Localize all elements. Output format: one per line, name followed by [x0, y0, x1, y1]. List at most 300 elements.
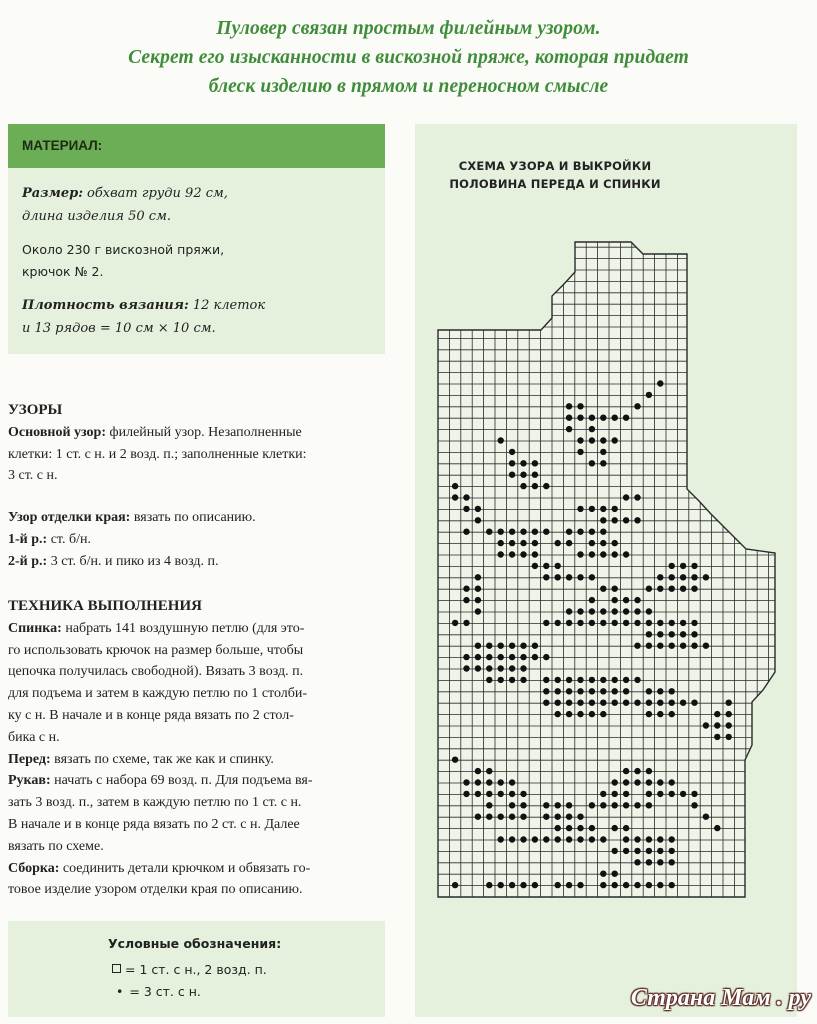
- front-text: вязать по схеме, так же как и спинку.: [54, 751, 274, 767]
- filled-cell-dot: [634, 836, 640, 842]
- sleeve-line-3: В начале и в конце ряда вязать по 2 ст. с н. Далее: [8, 816, 300, 832]
- filled-cell-dot: [498, 654, 504, 660]
- chart-title-1: СХЕМА УЗОРА И ВЫКРОЙКИ: [458, 159, 652, 173]
- filled-cell-dot: [475, 586, 481, 592]
- filled-cell-dot: [486, 768, 492, 774]
- filled-cell-dot: [691, 620, 697, 626]
- filled-cell-dot: [612, 882, 618, 888]
- filled-cell-dot: [612, 700, 618, 706]
- filled-cell-dot: [680, 574, 686, 580]
- filled-cell-dot: [452, 494, 458, 500]
- row1-label: 1-й р.:: [8, 531, 48, 547]
- filled-cell-dot: [623, 415, 629, 421]
- filled-cell-dot: [612, 551, 618, 557]
- filled-cell-dot: [555, 700, 561, 706]
- filled-cell-dot: [634, 494, 640, 500]
- filled-cell-dot: [532, 643, 538, 649]
- filled-cell-dot: [543, 620, 549, 626]
- filled-cell-dot: [486, 665, 492, 671]
- filled-cell-dot: [657, 836, 663, 842]
- filled-cell-dot: [509, 836, 515, 842]
- filled-cell-dot: [543, 814, 549, 820]
- heading-line-1: Пуловер связан простым филейным узором.: [216, 18, 601, 39]
- filled-cell-dot: [646, 768, 652, 774]
- filled-cell-dot: [475, 768, 481, 774]
- filled-cell-dot: [634, 802, 640, 808]
- filled-cell-dot: [543, 802, 549, 808]
- filled-cell-dot: [520, 814, 526, 820]
- filled-cell-dot: [600, 460, 606, 466]
- filled-cell-dot: [486, 529, 492, 535]
- filled-cell-dot: [520, 483, 526, 489]
- filled-cell-dot: [646, 802, 652, 808]
- filled-cell-dot: [589, 608, 595, 614]
- filled-cell-dot: [589, 460, 595, 466]
- legend-filled-text: = 3 ст. с н.: [129, 984, 201, 999]
- filled-cell-dot: [623, 700, 629, 706]
- heading-line-2: Секрет его изысканности в вискозной пряже, которая придает: [128, 47, 689, 68]
- back-line-3: цепочка получилась свободной). Вязать 3 возд. п.: [8, 664, 304, 680]
- filled-cell-dot: [509, 677, 515, 683]
- back-line-5: ку с н. В начале и в конце ряда вязать по 2 стол-: [8, 707, 294, 723]
- filled-cell-dot: [589, 506, 595, 512]
- filled-cell-dot: [520, 540, 526, 546]
- filled-cell-dot: [623, 791, 629, 797]
- filled-cell-dot: [532, 540, 538, 546]
- filled-cell-dot: [600, 586, 606, 592]
- filled-cell-dot: [600, 608, 606, 614]
- filled-cell-dot: [612, 848, 618, 854]
- filled-cell-dot: [498, 836, 504, 842]
- filled-cell-dot: [623, 825, 629, 831]
- filled-cell-dot: [589, 574, 595, 580]
- filled-cell-dot: [577, 882, 583, 888]
- filled-cell-dot: [657, 848, 663, 854]
- filled-cell-dot: [463, 506, 469, 512]
- filled-cell-dot: [486, 802, 492, 808]
- filled-cell-dot: [623, 551, 629, 557]
- main-pattern-line-3: 3 ст. с н.: [8, 468, 58, 484]
- filled-cell-dot: [532, 882, 538, 888]
- filled-cell-dot: [475, 517, 481, 523]
- filled-cell-dot: [509, 540, 515, 546]
- filled-cell-dot: [566, 825, 572, 831]
- filled-cell-dot: [555, 802, 561, 808]
- filled-cell-dot: [634, 859, 640, 865]
- filled-cell-dot: [452, 757, 458, 763]
- filled-cell-dot: [555, 711, 561, 717]
- filled-cell-dot: [577, 620, 583, 626]
- filled-cell-dot: [532, 551, 538, 557]
- filled-cell-dot: [520, 665, 526, 671]
- chart-title-2: ПОЛОВИНА ПЕРЕДА И СПИНКИ: [449, 177, 661, 191]
- filled-cell-dot: [520, 802, 526, 808]
- filled-cell-dot: [498, 529, 504, 535]
- front-label: Перед:: [8, 751, 51, 767]
- filled-cell-dot: [543, 700, 549, 706]
- main-pattern-label: Основной узор:: [8, 424, 107, 440]
- main-pattern-line-2: клетки: 1 ст. с н. и 2 возд. п.; заполненные клетки:: [8, 446, 307, 462]
- filled-cell-dot: [566, 608, 572, 614]
- patterns-title: УЗОРЫ: [8, 402, 63, 418]
- filled-cell-dot: [452, 620, 458, 626]
- filled-cell-dot: [589, 597, 595, 603]
- filled-cell-dot: [646, 688, 652, 694]
- filled-cell-dot: [486, 791, 492, 797]
- filled-cell-dot: [600, 688, 606, 694]
- filled-cell-dot: [589, 825, 595, 831]
- filled-cell-dot: [577, 506, 583, 512]
- filled-cell-dot: [577, 700, 583, 706]
- filled-cell-dot: [577, 677, 583, 683]
- filled-cell-dot: [543, 677, 549, 683]
- filled-cell-dot: [566, 814, 572, 820]
- filled-cell-dot: [532, 472, 538, 478]
- filled-cell-dot: [691, 700, 697, 706]
- filled-cell-dot: [680, 643, 686, 649]
- filled-cell-dot: [509, 814, 515, 820]
- filled-cell-dot: [532, 654, 538, 660]
- filled-cell-dot: [612, 620, 618, 626]
- filled-cell-dot: [646, 882, 652, 888]
- filled-cell-dot: [543, 529, 549, 535]
- filled-cell-dot: [463, 779, 469, 785]
- filled-cell-dot: [612, 517, 618, 523]
- filled-cell-dot: [589, 529, 595, 535]
- filled-cell-dot: [589, 802, 595, 808]
- sleeve-label: Рукав:: [8, 773, 51, 789]
- filled-cell-dot: [600, 802, 606, 808]
- filled-cell-dot: [669, 711, 675, 717]
- filled-cell-dot: [646, 791, 652, 797]
- filled-cell-dot: [509, 643, 515, 649]
- filled-cell-dot: [577, 608, 583, 614]
- filled-cell-dot: [509, 654, 515, 660]
- filled-cell-dot: [589, 551, 595, 557]
- filled-cell-dot: [509, 460, 515, 466]
- filled-cell-dot: [680, 791, 686, 797]
- filled-cell-dot: [555, 574, 561, 580]
- filled-cell-dot: [612, 802, 618, 808]
- filled-cell-dot: [566, 677, 572, 683]
- filled-cell-dot: [612, 791, 618, 797]
- filled-cell-dot: [657, 791, 663, 797]
- filled-cell-dot: [623, 517, 629, 523]
- filled-cell-dot: [509, 791, 515, 797]
- filled-cell-dot: [509, 449, 515, 455]
- filled-cell-dot: [600, 871, 606, 877]
- filled-cell-dot: [646, 836, 652, 842]
- filled-cell-dot: [589, 426, 595, 432]
- filled-cell-dot: [475, 506, 481, 512]
- technique-title: ТЕХНИКА ВЫПОЛНЕНИЯ: [8, 598, 202, 614]
- filled-cell-dot: [589, 711, 595, 717]
- density-text-1: 12 клеток: [192, 298, 266, 313]
- filled-cell-dot: [634, 882, 640, 888]
- filled-cell-dot: [566, 802, 572, 808]
- filled-cell-dot: [669, 631, 675, 637]
- filled-cell-dot: [532, 529, 538, 535]
- filled-cell-dot: [669, 882, 675, 888]
- filled-cell-dot: [509, 665, 515, 671]
- filled-cell-dot: [703, 574, 709, 580]
- filled-cell-dot: [520, 460, 526, 466]
- filled-cell-dot: [486, 814, 492, 820]
- filled-cell-dot: [669, 700, 675, 706]
- filled-cell-dot: [452, 882, 458, 888]
- filled-cell-dot: [634, 517, 640, 523]
- filled-cell-dot: [498, 540, 504, 546]
- filled-cell-dot: [555, 620, 561, 626]
- filled-cell-dot: [543, 563, 549, 569]
- filled-cell-dot: [498, 779, 504, 785]
- filled-cell-dot: [532, 836, 538, 842]
- filled-cell-dot: [498, 791, 504, 797]
- filled-cell-dot: [657, 779, 663, 785]
- filled-cell-dot: [634, 643, 640, 649]
- filled-cell-dot: [566, 620, 572, 626]
- filled-cell-dot: [486, 677, 492, 683]
- filled-cell-dot: [714, 722, 720, 728]
- filled-cell-dot: [543, 688, 549, 694]
- filled-cell-dot: [498, 677, 504, 683]
- filled-cell-dot: [463, 654, 469, 660]
- row1-text: ст. б/н.: [50, 531, 91, 547]
- filled-cell-dot: [577, 415, 583, 421]
- filled-cell-dot: [669, 848, 675, 854]
- filled-cell-dot: [623, 494, 629, 500]
- filled-cell-dot: [646, 859, 652, 865]
- filled-cell-dot: [463, 586, 469, 592]
- filled-cell-dot: [520, 654, 526, 660]
- filled-cell-dot: [726, 734, 732, 740]
- filled-cell-dot: [612, 677, 618, 683]
- filled-cell-dot: [566, 700, 572, 706]
- yarn-text-2: крючок № 2.: [22, 264, 104, 279]
- assembly-label: Сборка:: [8, 860, 60, 876]
- filled-cell-dot: [566, 882, 572, 888]
- filled-cell-dot: [657, 882, 663, 888]
- filled-cell-dot: [657, 859, 663, 865]
- filled-cell-dot: [520, 472, 526, 478]
- filled-cell-dot: [589, 437, 595, 443]
- material-header: МАТЕРИАЛ:: [8, 124, 385, 168]
- row2-label: 2-й р.:: [8, 553, 48, 569]
- filled-cell-dot: [463, 494, 469, 500]
- filled-cell-dot: [566, 574, 572, 580]
- filled-cell-dot: [623, 779, 629, 785]
- filled-cell-dot: [543, 483, 549, 489]
- filled-cell-dot: [657, 620, 663, 626]
- filled-cell-dot: [577, 825, 583, 831]
- filled-cell-dot: [691, 574, 697, 580]
- filled-cell-dot: [555, 688, 561, 694]
- filled-cell-dot: [669, 859, 675, 865]
- filled-cell-dot: [463, 791, 469, 797]
- filled-cell-dot: [657, 688, 663, 694]
- back-line-4: для подъема и затем в каждую петлю по 1 столби-: [8, 686, 308, 702]
- filled-cell-dot: [555, 814, 561, 820]
- filled-cell-dot: [555, 677, 561, 683]
- filled-cell-dot: [714, 711, 720, 717]
- filled-cell-dot: [623, 608, 629, 614]
- filled-cell-dot: [520, 529, 526, 535]
- filled-cell-dot: [680, 700, 686, 706]
- filled-cell-dot: [577, 711, 583, 717]
- filled-cell-dot: [600, 882, 606, 888]
- filled-cell-dot: [486, 654, 492, 660]
- filled-cell-dot: [475, 574, 481, 580]
- sleeve-line-4: вязать по схеме.: [8, 838, 104, 854]
- filled-cell-dot: [623, 620, 629, 626]
- size-text-1: обхват груди 92 см,: [87, 186, 228, 201]
- filled-cell-dot: [475, 779, 481, 785]
- filled-cell-dot: [577, 449, 583, 455]
- filled-cell-dot: [555, 563, 561, 569]
- filled-cell-dot: [475, 643, 481, 649]
- filled-cell-dot: [600, 449, 606, 455]
- back-line-6: бика с н.: [8, 729, 60, 745]
- filled-cell-dot: [691, 586, 697, 592]
- back-line-2: го использовать крючок на размер больше, чтобы: [8, 642, 304, 658]
- filled-cell-dot: [657, 586, 663, 592]
- filled-cell-dot: [634, 779, 640, 785]
- main-pattern-text-1: филейный узор. Незаполненные: [109, 424, 302, 440]
- filled-cell-dot: [566, 415, 572, 421]
- filled-cell-dot: [463, 597, 469, 603]
- filled-cell-dot: [612, 779, 618, 785]
- filled-cell-dot: [509, 472, 515, 478]
- size-text-2: длина изделия 50 см.: [22, 209, 171, 224]
- filled-cell-dot: [532, 483, 538, 489]
- filled-cell-dot: [646, 586, 652, 592]
- filled-cell-dot: [486, 643, 492, 649]
- filled-cell-dot: [612, 871, 618, 877]
- filled-cell-dot: [612, 437, 618, 443]
- filled-cell-dot: [577, 574, 583, 580]
- filled-cell-dot: [600, 791, 606, 797]
- filled-cell-dot: [657, 711, 663, 717]
- filled-cell-dot: [498, 882, 504, 888]
- filled-cell-dot: [577, 551, 583, 557]
- filled-cell-dot: [463, 665, 469, 671]
- filled-cell-dot: [634, 608, 640, 614]
- filled-cell-dot: [726, 711, 732, 717]
- heading-line-3: блеск изделию в прямом и переносном смысле: [208, 76, 609, 97]
- filled-cell-dot: [646, 392, 652, 398]
- filled-cell-dot: [669, 791, 675, 797]
- filled-cell-dot: [566, 688, 572, 694]
- filled-cell-dot: [589, 620, 595, 626]
- back-label: Спинка:: [8, 620, 62, 636]
- filled-cell-dot: [634, 677, 640, 683]
- filled-cell-dot: [498, 665, 504, 671]
- filled-cell-dot: [623, 848, 629, 854]
- filled-cell-dot: [646, 620, 652, 626]
- filled-cell-dot: [555, 540, 561, 546]
- filled-cell-dot: [646, 700, 652, 706]
- filled-cell-dot: [520, 643, 526, 649]
- sleeve-text-1: начать с набора 69 возд. п. Для подъема вя-: [54, 773, 313, 789]
- filled-cell-dot: [623, 802, 629, 808]
- filled-cell-dot: [555, 825, 561, 831]
- filled-cell-dot: [669, 586, 675, 592]
- filled-cell-dot: [612, 825, 618, 831]
- filled-cell-dot: [634, 403, 640, 409]
- filled-cell-dot: [566, 540, 572, 546]
- filled-cell-dot: [555, 836, 561, 842]
- filled-cell-dot: [634, 700, 640, 706]
- filled-cell-dot: [543, 574, 549, 580]
- legend-title: Условные обозначения:: [108, 936, 282, 951]
- filled-cell-dot: [703, 814, 709, 820]
- filled-cell-dot: [509, 551, 515, 557]
- filled-cell-dot: [577, 529, 583, 535]
- legend-empty-text: = 1 ст. с н., 2 возд. п.: [125, 962, 267, 977]
- filled-cell-dot: [589, 836, 595, 842]
- filled-cell-dot: [680, 631, 686, 637]
- filled-cell-dot: [509, 802, 515, 808]
- filled-cell-dot: [726, 700, 732, 706]
- filled-cell-dot: [475, 608, 481, 614]
- filled-cell-dot: [498, 551, 504, 557]
- filled-cell-dot: [498, 643, 504, 649]
- filled-cell-dot: [463, 620, 469, 626]
- filled-cell-dot: [646, 848, 652, 854]
- filled-cell-dot: [543, 836, 549, 842]
- filled-cell-dot: [566, 426, 572, 432]
- filled-cell-dot: [520, 677, 526, 683]
- filled-cell-dot: [475, 654, 481, 660]
- filled-cell-dot: [589, 688, 595, 694]
- filled-cell-dot: [714, 825, 720, 831]
- filled-cell-dot: [600, 711, 606, 717]
- chart-grid: [438, 240, 775, 897]
- edge-pattern-text: вязать по описанию.: [133, 510, 256, 526]
- filled-cell-dot: [577, 688, 583, 694]
- filled-cell-dot: [612, 688, 618, 694]
- filled-cell-dot: [520, 882, 526, 888]
- filled-cell-dot: [600, 437, 606, 443]
- filled-cell-dot: [532, 460, 538, 466]
- filled-cell-dot: [669, 574, 675, 580]
- filled-cell-dot: [623, 597, 629, 603]
- filled-cell-dot: [691, 802, 697, 808]
- filled-cell-dot: [600, 517, 606, 523]
- filled-cell-dot: [691, 563, 697, 569]
- filled-cell-dot: [657, 380, 663, 386]
- filled-cell-dot: [600, 415, 606, 421]
- filled-cell-dot: [691, 791, 697, 797]
- filled-cell-dot: [612, 608, 618, 614]
- filled-cell-dot: [691, 631, 697, 637]
- filled-cell-dot: [623, 882, 629, 888]
- filled-cell-dot: [703, 643, 709, 649]
- filled-cell-dot: [634, 768, 640, 774]
- filled-cell-dot: [486, 779, 492, 785]
- filled-cell-dot: [634, 848, 640, 854]
- filled-cell-dot: [680, 620, 686, 626]
- filled-cell-dot: [600, 506, 606, 512]
- filled-cell-dot: [600, 551, 606, 557]
- filled-cell-dot: [520, 551, 526, 557]
- filled-cell-dot: [509, 779, 515, 785]
- filled-cell-dot: [612, 415, 618, 421]
- filled-cell-dot: [475, 665, 481, 671]
- filled-cell-dot: [520, 836, 526, 842]
- filled-cell-dot: [669, 779, 675, 785]
- filled-cell-dot: [475, 597, 481, 603]
